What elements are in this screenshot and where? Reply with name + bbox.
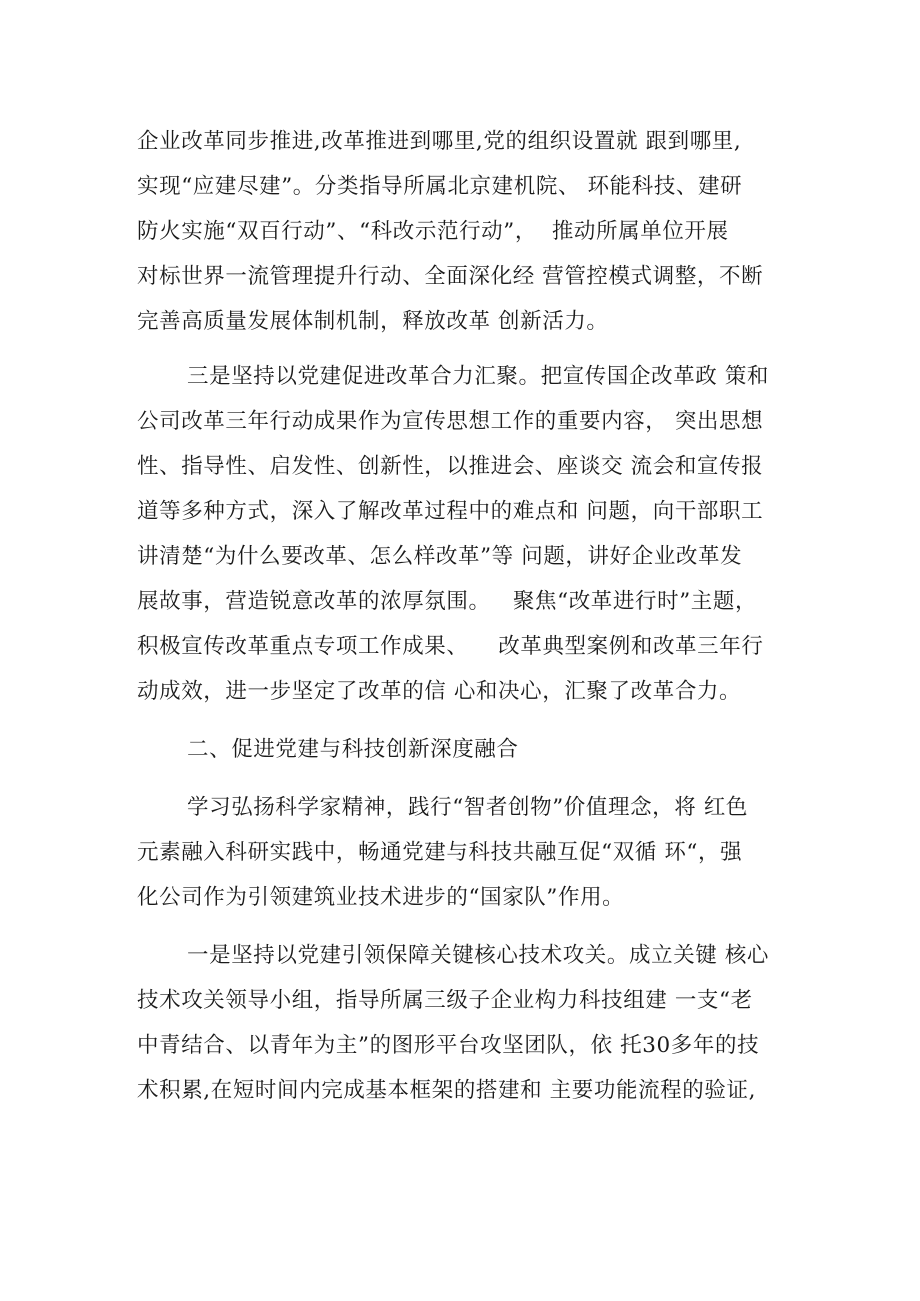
text-line: 三是坚持以党建促进改革合力汇聚。把宣传国企改革政 策和 — [187, 364, 770, 389]
text-line: 学习弘扬科学家精神，践行“智者创物”价值理念，将 红色 — [187, 795, 749, 820]
text-line: 技术攻关领导小组，指导所属三级子企业构力科技组建 一支“老 — [137, 988, 753, 1013]
text-line: 积极宣传改革重点专项工作成果、 改革典型案例和改革三年行 — [137, 634, 764, 659]
text-line: 讲清楚“为什么要改革、怎么样改革”等 问题，讲好企业改革发 — [137, 544, 743, 569]
text-line: 对标世界一流管理提升行动、全面深化经 营管控模式调整，不断 — [137, 264, 764, 289]
text-line: 动成效，进一步坚定了改革的信 心和决心，汇聚了改革合力。 — [137, 679, 742, 704]
text-line: 一是坚持以党建引领保障关键核心技术攻关。成立关键 核心 — [187, 943, 770, 968]
text-line: 展故事，营造锐意改革的浓厚氛围。 聚焦“改革进行时”主题， — [137, 589, 758, 614]
text-line: 化公司作为引领建筑业技术进步的“国家队”作用。 — [137, 885, 625, 910]
text-line: 术积累,在短时间内完成基本框架的搭建和 主要功能流程的验证, — [137, 1078, 757, 1103]
text-line: 实现“应建尽建”。分类指导所属北京建机院、 环能科技、建研 — [137, 174, 743, 199]
text-line: 企业改革同步推进,改革推进到哪里,党的组织设置就 跟到哪里, — [137, 129, 742, 154]
heading-text: 二、促进党建与科技创新深度融合 — [187, 737, 519, 762]
text-line: 元素融入科研实践中，畅通党建与科技共融互促“双循 环“，强 — [137, 840, 743, 865]
text-line: 公司改革三年行动成果作为宣传思想工作的重要内容， 突出思想 — [137, 409, 764, 434]
text-line: 道等多种方式，深入了解改革过程中的难点和 问题，向干部职工 — [137, 499, 764, 524]
text-line: 防火实施“双百行动”、“科改示范行动”， 推动所属单位开展 — [137, 219, 729, 244]
text-line: 完善高质量发展体制机制，释放改革 创新活力。 — [137, 309, 609, 334]
text-line: 中青结合、以青年为主”的图形平台攻坚团队，依 托30多年的技 — [137, 1033, 760, 1058]
text-line: 性、指导性、启发性、创新性，以推进会、座谈交 流会和宣传报 — [137, 454, 764, 479]
